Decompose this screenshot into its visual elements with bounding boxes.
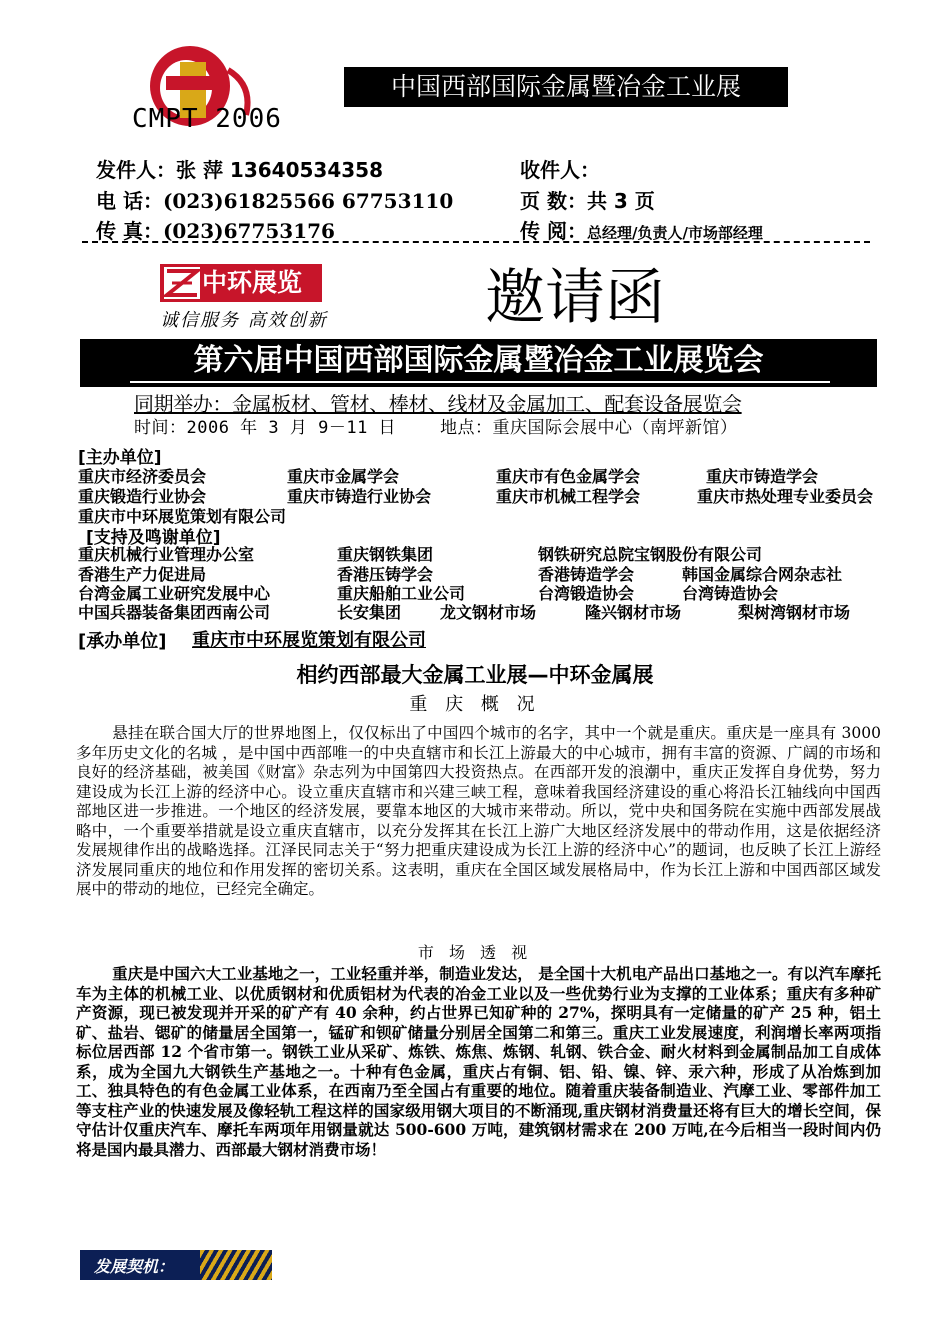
body-slogan: 相约西部最大金属工业展—中环金属展 — [296, 663, 654, 687]
circulate-value: 总经理/负责人/市场部经理 — [586, 224, 763, 242]
support-item: 龙文钢材市场 — [440, 603, 537, 622]
zh-mark-icon — [164, 267, 200, 299]
host-item: 重庆市热处理专业委员会 — [697, 487, 874, 506]
support-item: 隆兴钢材市场 — [585, 603, 682, 622]
header-divider — [82, 241, 870, 243]
cmpt-logo-text: CMPT 2006 — [132, 104, 282, 134]
development-opportunity-bar — [80, 1250, 272, 1280]
host-heading: [主办单位] — [78, 448, 162, 468]
host-item: 重庆市机械工程学会 — [496, 487, 641, 506]
receiver-label: 收件人： — [520, 158, 600, 182]
title-underline — [130, 381, 830, 383]
pages-label: 页 数： — [520, 189, 587, 213]
zh-logo — [160, 264, 322, 302]
time-place-line — [134, 413, 738, 438]
stripe-decoration — [200, 1250, 272, 1280]
host-item: 重庆市经济委员会 — [78, 467, 207, 486]
event-time: 时间：2006 年 3 月 9－11 日 — [134, 418, 397, 438]
host-item: 重庆锻造行业协会 — [78, 487, 207, 506]
market-paragraph — [76, 964, 881, 1159]
section-chongqing-heading: 重 庆 概 况 — [409, 694, 541, 715]
host-item: 重庆市金属学会 — [287, 467, 400, 486]
zh-brand: 中环展览 — [202, 268, 303, 297]
pages-value: 共 3 页 — [586, 189, 655, 213]
event-title: 第六届中国西部国际金属暨冶金工业展览会 — [80, 339, 877, 387]
market-text: 重庆是中国六大工业基地之一，工业轻重并举，制造业发达， 是全国十大机电产品出口基地之一。有以汽车摩托车为主体的机械工业、以优质钢材和优质铝材为代表的冶金工业以及一些优势行业为支撑的工业体系；重庆有多种矿产资源，现已被发现并开采的矿产有 40 余种，约占世界已知矿种的 27%，探明具有一定储量的矿产 25 种，铝土矿、盐岩、锶矿的储量居全国第一，锰矿和钡矿储量分别居全国第二和第三。重庆工业发展速度，利润增长率两项指标位居西部 12 个省市第一。钢铁工业从采矿、炼铁、炼焦、炼钢、轧钢、铁合金、耐火材料到金属制品加工自成体系，成为全国九大钢铁生产基地之一。十种有色金属，重庆占有铜、铝、铅、镍、锌、汞六种，形成了从冶炼到加工、独具特色的有色金属工业体系，在西南乃至全国占有重要的地位。随着重庆装备制造业、汽摩工业、零部件加工等支柱产业的快速发展及像轻轨工程这样的国家级用钢大项目的不断涌现,重庆钢材消费量还将有巨大的增长空间，保守估计仅重庆汽车、摩托车两项年用钢量就达 500-600 万吨，建筑钢材需求在 200 万吨,在今后相当一段时间内仍将是国内最具潜力、西部最大钢材消费市场！ — [76, 964, 881, 1159]
sender-row — [96, 154, 383, 183]
host-item: 重庆市中环展览策划有限公司 — [78, 507, 287, 526]
support-item: 长安集团 — [337, 603, 402, 622]
support-item: 梨树湾钢材市场 — [738, 603, 851, 622]
support-item: 香港压铸学会 — [337, 565, 434, 584]
event-subtitle: 同期举办：金属板材、管材、棒材、线材及金属加工、配套设备展览会 — [134, 392, 742, 416]
host-item: 重庆市铸造学会 — [706, 467, 819, 486]
host-item: 重庆市铸造行业协会 — [287, 487, 432, 506]
event-place: 地点：重庆国际会展中心（南坪新馆） — [440, 418, 738, 438]
support-item: 重庆船舶工业公司 — [337, 584, 466, 603]
section-market-heading: 市 场 透 视 — [417, 943, 533, 962]
support-item: 台湾金属工业研究发展中心 — [78, 584, 271, 603]
circulate-row — [520, 215, 763, 244]
receiver-row — [520, 154, 600, 183]
fax-row — [96, 215, 335, 244]
phone-label: 电 话： — [96, 189, 163, 213]
support-item: 钢铁研究总院宝钢股份有限公司 — [538, 545, 763, 564]
undertaker-name: 重庆市中环展览策划有限公司 — [192, 630, 426, 651]
sender-label: 发件人： — [96, 158, 176, 182]
development-label: 发展契机： — [94, 1257, 175, 1276]
support-item: 重庆钢铁集团 — [337, 545, 434, 564]
fax-label: 传 真： — [96, 219, 163, 243]
phone-value: (023)61825566 67753110 — [162, 189, 454, 213]
support-item: 香港生产力促进局 — [78, 565, 207, 584]
chongqing-text: 悬挂在联合国大厅的世界地图上，仅仅标出了中国四个城市的名字，其中一个就是重庆。重庆是一座具有 3000 多年历史文化的名城 ，是中国中西部唯一的中央直辖市和长江上游最大的中心城市，拥有丰富的资源、广阔的市场和良好的经济基础，被美国《财富》杂志列为中国第四大投资热点。在西部开发的浪潮中，重庆正发挥自身优势，努力建设成为长江上游的经济中心。设立重庆直辖市和兴建三峡工程，意味着我国经济建设的重心将沿长江轴线向中国西部地区进一步推进。一个地区的经济发展，要靠本地区的大城市来带动。所以，党中央和国务院在实施中西部发展战略中，一个重要举措就是设立重庆直辖市，以充分发挥其在长江上游广大地区经济发展中的带动作用，这是依据经济发展规律作出的战略选择。江泽民同志关于“努力把重庆建设成为长江上游的经济中心”的题词，也反映了长江上游经济发展同重庆的地位和作用发挥的密切关系。这表明，重庆在全国区域发展格局中，作为长江上游和中国西部区域发展中的带动的地位，已经完全确定。 — [76, 724, 881, 898]
host-item: 重庆市有色金属学会 — [496, 467, 641, 486]
sender-value: 张 萍 13640534358 — [176, 158, 384, 182]
phone-row — [96, 185, 453, 214]
support-item: 台湾锻造协会 — [538, 584, 635, 603]
support-heading: [支持及鸣谢单位] — [86, 528, 221, 548]
chongqing-paragraph — [76, 724, 881, 900]
support-item: 韩国金属综合网杂志社 — [682, 565, 843, 584]
fax-value: (023)67753176 — [162, 219, 335, 243]
support-item: 台湾铸造协会 — [682, 584, 779, 603]
expo-banner: 中国西部国际金属暨冶金工业展 — [344, 67, 788, 107]
support-item: 重庆机械行业管理办公室 — [78, 545, 255, 564]
pages-row — [520, 185, 655, 214]
circulate-label: 传 阅： — [520, 219, 587, 243]
invitation-title: 邀请函 — [485, 263, 665, 333]
support-item: 中国兵器装备集团西南公司 — [78, 603, 271, 622]
zh-slogan: 诚信服务 高效创新 — [160, 310, 328, 331]
undertake-heading: [承办单位] — [78, 631, 167, 652]
support-item: 香港铸造学会 — [538, 565, 635, 584]
